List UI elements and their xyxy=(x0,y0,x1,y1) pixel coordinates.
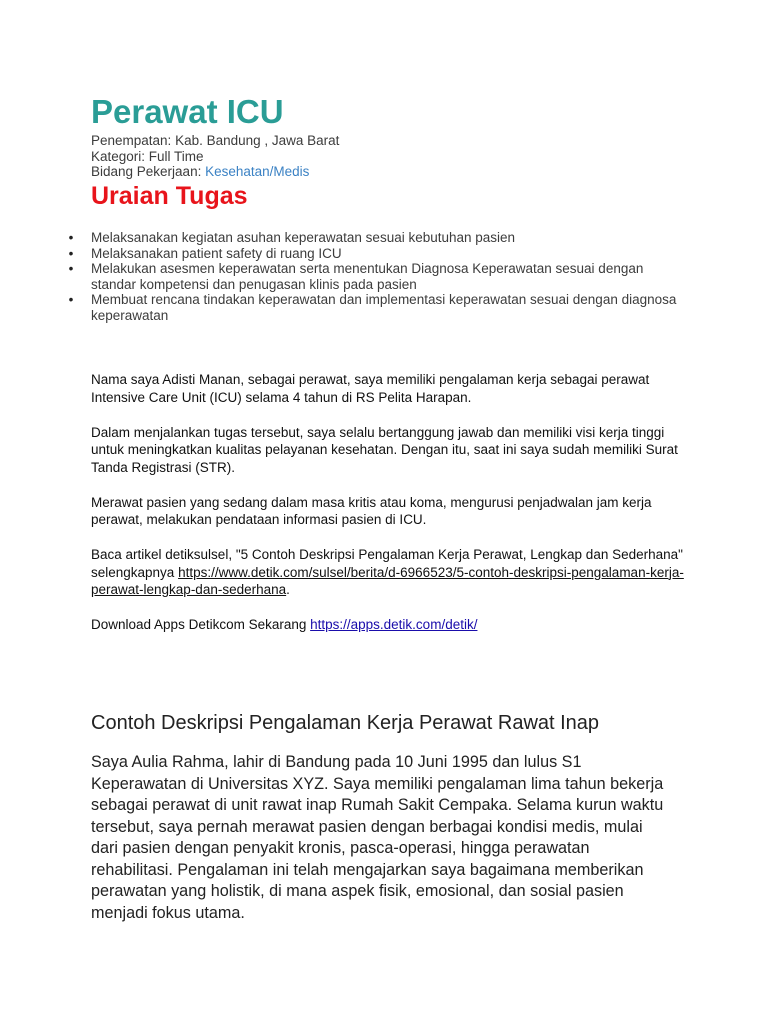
inpatient-heading: Contoh Deskripsi Pengalaman Kerja Perawat Rawat Inap xyxy=(91,712,600,734)
field-link[interactable]: Kesehatan/Medis xyxy=(205,164,310,179)
article-source-text: Baca artikel detiksulsel, "5 Contoh Deskripsi Pengalaman Kerja Perawat, Lengkap dan Sederhana" selengkapnya xyxy=(91,547,683,580)
bullet-icon: • xyxy=(68,292,74,307)
job-title: Perawat ICU xyxy=(91,93,284,130)
list-item xyxy=(66,246,686,262)
story-paragraph-4 xyxy=(91,546,691,599)
duty-text: Membuat rencana tindakan keperawatan dan implementasi keperawatan sesuai dengan diagnosa keperawatan xyxy=(91,292,677,323)
bullet-icon: • xyxy=(68,245,74,261)
bullet-icon: • xyxy=(68,261,74,276)
duty-text: Melaksanakan patient safety di ruang ICU xyxy=(91,245,342,261)
story-paragraph-3: Merawat pasien yang sedang dalam masa kritis atau koma, mengurusi penjadwalan jam kerja perawat, melakukan pendataan informasi pasien di ICU. xyxy=(91,494,652,527)
job-meta xyxy=(91,133,339,180)
article-link-suffix: . xyxy=(286,582,290,597)
bullet-icon: • xyxy=(68,230,74,245)
duty-text: Melakukan asesmen keperawatan serta menentukan Diagnosa Keperawatan sesuai dengan standar kompetensi dan penugasan klinis pada pasien xyxy=(91,261,644,292)
experience-story xyxy=(91,371,691,651)
duties-list xyxy=(66,230,686,323)
list-item xyxy=(66,230,686,246)
duty-text: Melaksanakan kegiatan asuhan keperawatan sesuai kebutuhan pasien xyxy=(91,230,516,245)
category-row xyxy=(91,149,339,165)
placement-label: Penempatan: xyxy=(91,133,176,148)
article-link[interactable]: https://www.detik.com/sulsel/berita/d-6966523/5-contoh-deskripsi-pengalaman-kerja-perawat-lengkap-dan-sederhana xyxy=(91,564,684,597)
story-paragraph-2: Dalam menjalankan tugas tersebut, saya selalu bertanggung jawab dan memiliki visi kerja tinggi untuk meningkatkan kualitas pelayanan kesehatan. Dengan itu, saat ini saya sudah memiliki Surat Tanda Registrasi (STR). xyxy=(91,424,678,475)
category-value: Full Time xyxy=(148,148,204,164)
story-paragraph-5 xyxy=(91,616,691,634)
field-label: Bidang Pekerjaan: xyxy=(91,164,206,179)
list-item xyxy=(66,292,686,323)
field-row xyxy=(91,164,339,180)
placement-row xyxy=(91,133,339,149)
placement-value: Kab. Bandung , Jawa Barat xyxy=(175,133,340,148)
apps-link[interactable]: https://apps.detik.com/detik/ xyxy=(310,617,478,632)
download-apps-text: Download Apps Detikcom Sekarang xyxy=(91,617,311,632)
duties-heading: Uraian Tugas xyxy=(91,182,248,210)
category-label: Kategori: xyxy=(91,148,149,164)
inpatient-description: Saya Aulia Rahma, lahir di Bandung pada 10 Juni 1995 dan lulus S1 Keperawatan di Universitas XYZ. Saya memiliki pengalaman lima tahun bekerja sebagai perawat di unit rawat inap Rumah Sakit Cempaka. Selama kurun waktu tersebut, saya pernah merawat pasien dengan berbagai kondisi medis, mulai dari pasien dengan penyakit kronis, pasca-operasi, hingga perawatan rehabilitasi. Pengalaman ini telah mengajarkan saya bagaimana memberikan perawatan yang holistik, di mana aspek fisik, emosional, dan sosial pasien menjadi fokus utama. xyxy=(91,753,664,922)
list-item xyxy=(66,261,686,292)
story-paragraph-1: Nama saya Adisti Manan, sebagai perawat, saya memiliki pengalaman kerja sebagai perawat Intensive Care Unit (ICU) selama 4 tahun di RS Pelita Harapan. xyxy=(91,372,650,405)
